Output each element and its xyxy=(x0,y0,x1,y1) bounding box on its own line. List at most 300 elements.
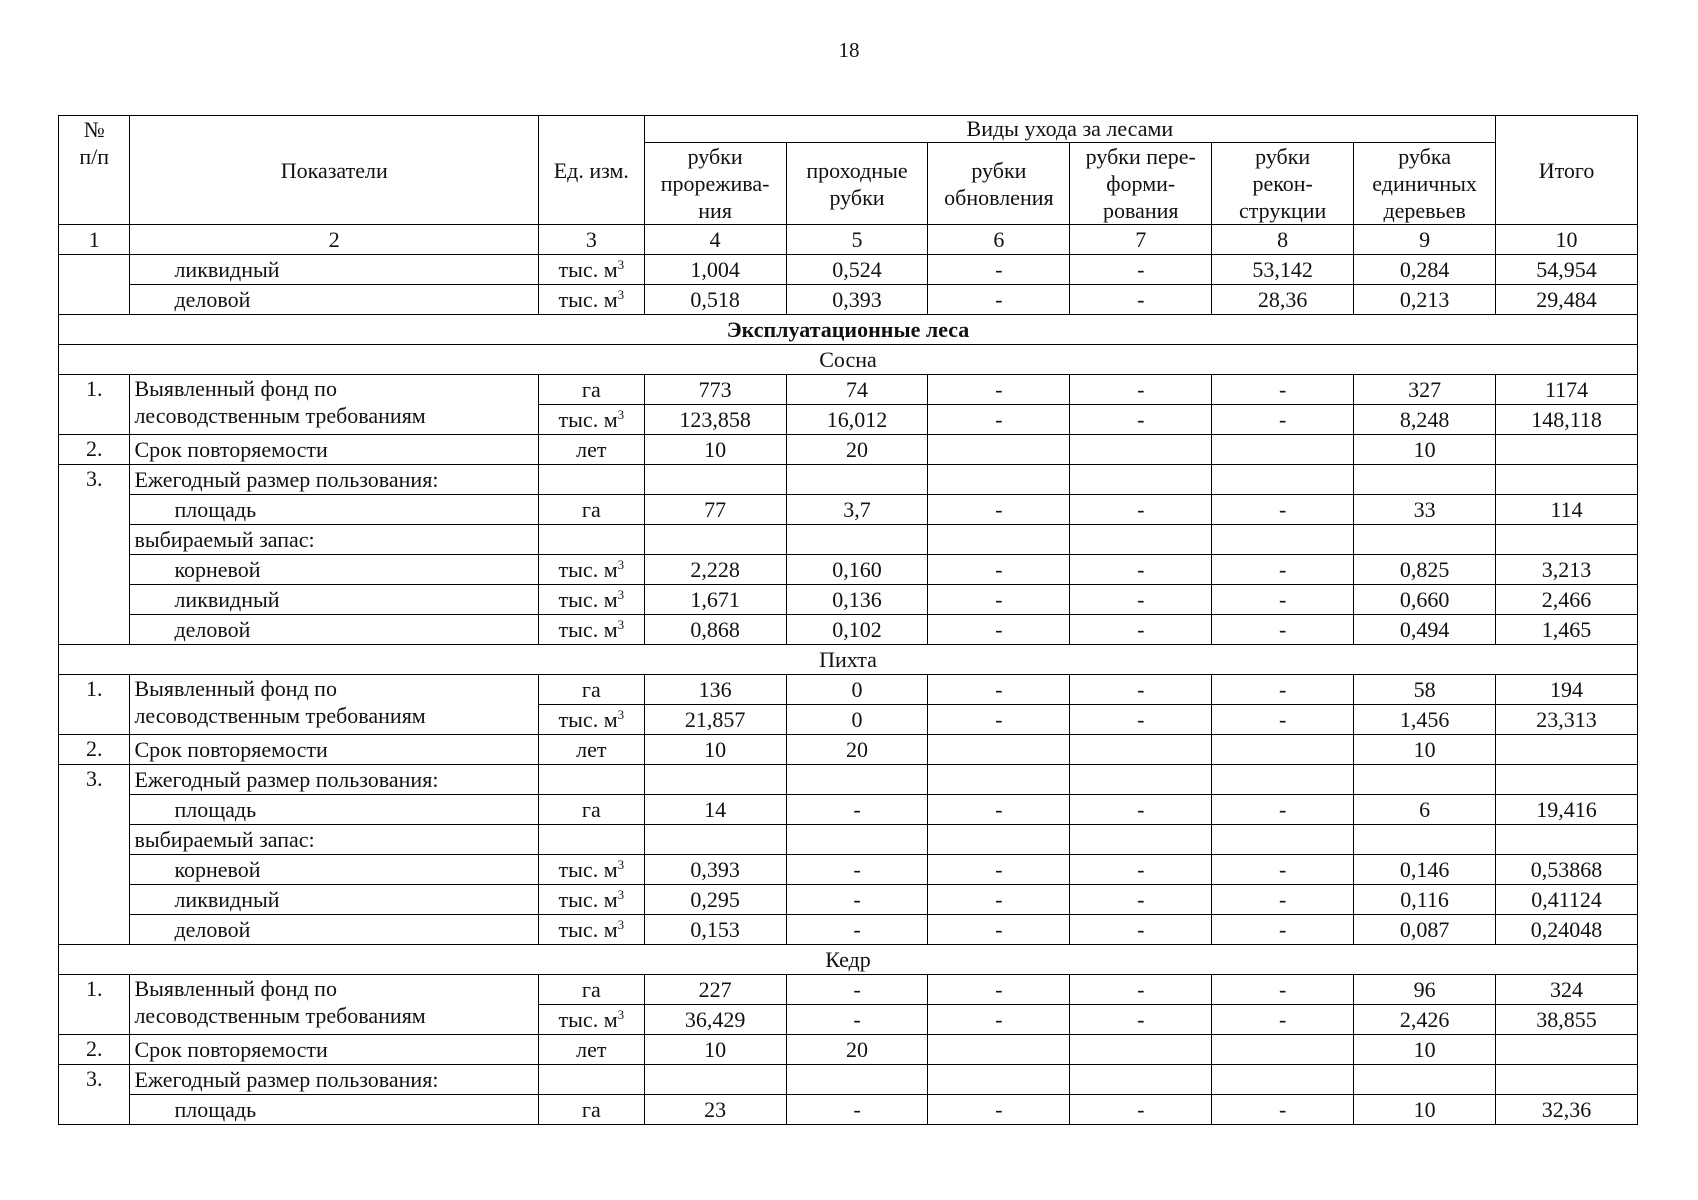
unit-text: тыс. м xyxy=(558,857,618,882)
column-number: 7 xyxy=(1070,225,1212,255)
value-cell: 1,456 xyxy=(1354,705,1496,735)
value-cell: 10 xyxy=(1354,1095,1496,1125)
unit-cell: лет xyxy=(539,1035,645,1065)
table-row xyxy=(59,855,1638,885)
empty-cell xyxy=(644,825,786,855)
value-cell: 36,429 xyxy=(644,1005,786,1035)
unit-superscript: 3 xyxy=(617,257,625,272)
table-row xyxy=(59,825,1638,855)
indicator-line: Выявленный фонд по xyxy=(134,976,337,1001)
value-cell: 58 xyxy=(1354,675,1496,705)
value-cell xyxy=(928,435,1070,465)
value-cell: 0,160 xyxy=(786,555,928,585)
value-cell: 194 xyxy=(1496,675,1638,705)
empty-cell xyxy=(928,525,1070,555)
unit-cell: га xyxy=(539,495,645,525)
species-row xyxy=(59,345,1638,375)
table-row xyxy=(59,495,1638,525)
unit-cell: га xyxy=(539,795,645,825)
empty-cell xyxy=(644,765,786,795)
value-cell: - xyxy=(1070,1005,1212,1035)
empty-cell xyxy=(1354,765,1496,795)
row-number: 1. xyxy=(59,375,130,435)
row-number: 3. xyxy=(59,765,130,945)
indicator-label: Ежегодный размер пользования: xyxy=(130,765,539,795)
value-cell: 6 xyxy=(1354,795,1496,825)
unit-text: тыс. м xyxy=(558,917,618,942)
num-cell xyxy=(59,255,130,315)
column-number: 1 xyxy=(59,225,130,255)
value-cell: 0,284 xyxy=(1354,255,1496,285)
empty-cell xyxy=(928,465,1070,495)
value-cell: 38,855 xyxy=(1496,1005,1638,1035)
value-cell: - xyxy=(928,855,1070,885)
header-col-line: прорежива- xyxy=(660,171,770,196)
header-col-line: рубки пере- xyxy=(1085,144,1196,169)
indicator-label: деловой xyxy=(130,285,539,315)
value-cell: 0,393 xyxy=(644,855,786,885)
empty-cell xyxy=(1496,465,1638,495)
value-cell: 2,466 xyxy=(1496,585,1638,615)
value-cell: - xyxy=(1070,375,1212,405)
value-cell: - xyxy=(1070,255,1212,285)
unit-superscript: 3 xyxy=(617,887,625,902)
unit-text: тыс. м xyxy=(558,557,618,582)
value-cell: - xyxy=(1212,405,1354,435)
indicator-label: выбираемый запас: xyxy=(130,825,539,855)
empty-cell xyxy=(644,1065,786,1095)
header-col-line: ния xyxy=(698,198,732,223)
empty-cell xyxy=(786,465,928,495)
value-cell: - xyxy=(928,405,1070,435)
value-cell: - xyxy=(1212,855,1354,885)
indicator-label: ликвидный xyxy=(130,885,539,915)
value-cell: 0,213 xyxy=(1354,285,1496,315)
table-row xyxy=(59,675,1638,705)
unit-cell xyxy=(539,585,645,615)
unit-cell xyxy=(539,555,645,585)
value-cell: - xyxy=(928,285,1070,315)
row-number: 3. xyxy=(59,1065,130,1125)
value-cell: 10 xyxy=(1354,435,1496,465)
header-col-line: струкции xyxy=(1238,198,1327,223)
section-title: Эксплуатационные леса xyxy=(59,315,1638,345)
empty-cell xyxy=(1354,1065,1496,1095)
value-cell: 20 xyxy=(786,435,928,465)
header-unit: Ед. изм. xyxy=(539,116,645,225)
unit-text: тыс. м xyxy=(558,257,618,282)
value-cell: 14 xyxy=(644,795,786,825)
value-cell: - xyxy=(1212,375,1354,405)
value-cell: 19,416 xyxy=(1496,795,1638,825)
value-cell: 1,465 xyxy=(1496,615,1638,645)
value-cell: - xyxy=(1070,795,1212,825)
value-cell: - xyxy=(928,915,1070,945)
header-col-line: рубки xyxy=(829,184,885,210)
column-number: 5 xyxy=(786,225,928,255)
header-col-line: рования xyxy=(1103,198,1179,223)
header-total: Итого xyxy=(1496,116,1638,225)
indicator-label: Срок повторяемости xyxy=(130,435,539,465)
empty-cell xyxy=(1070,465,1212,495)
table-row xyxy=(59,885,1638,915)
column-number: 10 xyxy=(1496,225,1638,255)
row-number: 1. xyxy=(59,675,130,735)
value-cell: 16,012 xyxy=(786,405,928,435)
indicator-label: площадь xyxy=(130,495,539,525)
indicator-label: деловой xyxy=(130,615,539,645)
page-number: 18 xyxy=(838,38,860,62)
indicator-label: Ежегодный размер пользования: xyxy=(130,1065,539,1095)
value-cell: - xyxy=(1070,555,1212,585)
value-cell: 28,36 xyxy=(1212,285,1354,315)
header-row-1 xyxy=(59,116,1638,143)
value-cell: - xyxy=(786,975,928,1005)
value-cell: 0,295 xyxy=(644,885,786,915)
indicator-label: выбираемый запас: xyxy=(130,525,539,555)
indicator-label: корневой xyxy=(130,855,539,885)
value-cell: - xyxy=(1070,585,1212,615)
header-col-line: рубка xyxy=(1398,144,1451,169)
empty-cell xyxy=(1212,465,1354,495)
value-cell: - xyxy=(786,795,928,825)
value-cell: 148,118 xyxy=(1496,405,1638,435)
value-cell: - xyxy=(786,915,928,945)
value-cell: 0,494 xyxy=(1354,615,1496,645)
empty-cell xyxy=(1212,1065,1354,1095)
unit-cell xyxy=(539,285,645,315)
value-cell: - xyxy=(928,495,1070,525)
value-cell: - xyxy=(928,1005,1070,1035)
value-cell: 29,484 xyxy=(1496,285,1638,315)
value-cell: - xyxy=(928,885,1070,915)
unit-cell xyxy=(539,705,645,735)
value-cell: 54,954 xyxy=(1496,255,1638,285)
indicator-label: деловой xyxy=(130,915,539,945)
empty-cell xyxy=(539,825,645,855)
value-cell: 1,004 xyxy=(644,255,786,285)
value-cell xyxy=(928,735,1070,765)
value-cell: - xyxy=(1070,1095,1212,1125)
value-cell xyxy=(1070,435,1212,465)
column-number: 2 xyxy=(130,225,539,255)
indicator-label xyxy=(130,375,539,435)
empty-cell xyxy=(539,765,645,795)
species-name: Кедр xyxy=(59,945,1638,975)
unit-text: тыс. м xyxy=(558,407,618,432)
unit-cell xyxy=(539,1005,645,1035)
value-cell: - xyxy=(1070,885,1212,915)
value-cell: 2,426 xyxy=(1354,1005,1496,1035)
empty-cell xyxy=(1070,825,1212,855)
value-cell: - xyxy=(1070,705,1212,735)
empty-cell xyxy=(1496,525,1638,555)
unit-text: тыс. м xyxy=(558,617,618,642)
empty-cell xyxy=(786,825,928,855)
empty-cell xyxy=(786,525,928,555)
value-cell: 1174 xyxy=(1496,375,1638,405)
indicator-label: Срок повторяемости xyxy=(130,1035,539,1065)
table-row xyxy=(59,375,1638,405)
value-cell: - xyxy=(1070,855,1212,885)
value-cell: 0,868 xyxy=(644,615,786,645)
header-num-line: п/п xyxy=(79,144,110,169)
indicator-label xyxy=(130,675,539,735)
value-cell: 324 xyxy=(1496,975,1638,1005)
indicator-label: ликвидный xyxy=(130,585,539,615)
indicator-label: площадь xyxy=(130,795,539,825)
table-row xyxy=(59,255,1638,285)
value-cell: - xyxy=(786,1095,928,1125)
empty-cell xyxy=(1212,765,1354,795)
value-cell xyxy=(1070,735,1212,765)
section-row xyxy=(59,315,1638,345)
unit-cell: га xyxy=(539,375,645,405)
empty-cell xyxy=(1354,825,1496,855)
value-cell: 227 xyxy=(644,975,786,1005)
indicator-line: лесоводственным требованиям xyxy=(134,403,426,428)
header-col-line: рекон- xyxy=(1252,171,1313,196)
header-num xyxy=(59,116,130,225)
value-cell: 10 xyxy=(644,735,786,765)
empty-cell xyxy=(928,825,1070,855)
table-row xyxy=(59,285,1638,315)
value-cell: 773 xyxy=(644,375,786,405)
unit-text: тыс. м xyxy=(558,887,618,912)
value-cell: 0,116 xyxy=(1354,885,1496,915)
value-cell: 0,102 xyxy=(786,615,928,645)
header-indicator: Показатели xyxy=(130,116,539,225)
header-col-line: обновления xyxy=(944,184,1054,210)
species-name: Пихта xyxy=(59,645,1638,675)
value-cell xyxy=(1212,735,1354,765)
unit-cell xyxy=(539,615,645,645)
empty-cell xyxy=(1070,765,1212,795)
value-cell: 10 xyxy=(644,1035,786,1065)
value-cell: - xyxy=(1212,1005,1354,1035)
column-number: 9 xyxy=(1354,225,1496,255)
header-col-title xyxy=(1212,143,1354,225)
empty-cell xyxy=(786,1065,928,1095)
value-cell: 74 xyxy=(786,375,928,405)
header-col-line: форми- xyxy=(1106,171,1176,196)
value-cell: 20 xyxy=(786,1035,928,1065)
value-cell: - xyxy=(1212,495,1354,525)
indicator-line: Выявленный фонд по xyxy=(134,676,337,701)
value-cell: - xyxy=(928,555,1070,585)
value-cell: 0,146 xyxy=(1354,855,1496,885)
value-cell: 0,53868 xyxy=(1496,855,1638,885)
unit-cell: га xyxy=(539,1095,645,1125)
value-cell: 96 xyxy=(1354,975,1496,1005)
value-cell: - xyxy=(928,375,1070,405)
column-numbering-row xyxy=(59,225,1638,255)
unit-text: тыс. м xyxy=(558,287,618,312)
value-cell: 10 xyxy=(644,435,786,465)
unit-superscript: 3 xyxy=(617,407,625,422)
empty-cell xyxy=(1212,825,1354,855)
indicator-line: лесоводственным требованиям xyxy=(134,703,426,728)
header-col-title xyxy=(786,143,928,225)
indicator-label: Ежегодный размер пользования: xyxy=(130,465,539,495)
table-row xyxy=(59,615,1638,645)
value-cell xyxy=(928,1035,1070,1065)
forest-care-table xyxy=(58,115,1638,1125)
value-cell: - xyxy=(928,255,1070,285)
value-cell: - xyxy=(1212,585,1354,615)
table-row xyxy=(59,525,1638,555)
indicator-line: Выявленный фонд по xyxy=(134,376,337,401)
value-cell: - xyxy=(928,615,1070,645)
row-number: 3. xyxy=(59,465,130,645)
unit-superscript: 3 xyxy=(617,1007,625,1022)
empty-cell xyxy=(644,525,786,555)
header-col-line: проходные xyxy=(806,157,908,183)
value-cell xyxy=(1070,1035,1212,1065)
value-cell: - xyxy=(1212,795,1354,825)
value-cell: 0,393 xyxy=(786,285,928,315)
value-cell: 3,7 xyxy=(786,495,928,525)
unit-cell xyxy=(539,255,645,285)
header-col-title xyxy=(644,143,786,225)
indicator-label: Срок повторяемости xyxy=(130,735,539,765)
unit-cell xyxy=(539,405,645,435)
value-cell: - xyxy=(786,885,928,915)
header-num-line: № xyxy=(83,117,105,142)
column-number: 4 xyxy=(644,225,786,255)
value-cell: - xyxy=(928,795,1070,825)
value-cell: 2,228 xyxy=(644,555,786,585)
value-cell: - xyxy=(928,705,1070,735)
empty-cell xyxy=(539,465,645,495)
table-row xyxy=(59,465,1638,495)
unit-cell: га xyxy=(539,975,645,1005)
empty-cell xyxy=(786,765,928,795)
unit-superscript: 3 xyxy=(617,587,625,602)
value-cell: 53,142 xyxy=(1212,255,1354,285)
value-cell: 0,518 xyxy=(644,285,786,315)
unit-superscript: 3 xyxy=(617,917,625,932)
table-row xyxy=(59,735,1638,765)
value-cell: - xyxy=(1070,495,1212,525)
value-cell: - xyxy=(1212,975,1354,1005)
column-number: 3 xyxy=(539,225,645,255)
unit-cell xyxy=(539,885,645,915)
value-cell: 10 xyxy=(1354,1035,1496,1065)
value-cell: 0,660 xyxy=(1354,585,1496,615)
value-cell: 327 xyxy=(1354,375,1496,405)
header-col-line: деревьев xyxy=(1383,198,1466,223)
value-cell: 8,248 xyxy=(1354,405,1496,435)
value-cell: - xyxy=(786,1005,928,1035)
header-col-line: рубки xyxy=(687,144,743,169)
species-row xyxy=(59,945,1638,975)
value-cell: 0 xyxy=(786,675,928,705)
value-cell: 10 xyxy=(1354,735,1496,765)
table-row xyxy=(59,1095,1638,1125)
column-number: 6 xyxy=(928,225,1070,255)
value-cell: 0 xyxy=(786,705,928,735)
value-cell: 136 xyxy=(644,675,786,705)
value-cell: 0,41124 xyxy=(1496,885,1638,915)
value-cell xyxy=(1496,435,1638,465)
unit-cell: лет xyxy=(539,735,645,765)
species-name: Сосна xyxy=(59,345,1638,375)
unit-text: тыс. м xyxy=(558,707,618,732)
value-cell: - xyxy=(928,585,1070,615)
value-cell: 3,213 xyxy=(1496,555,1638,585)
row-number: 2. xyxy=(59,435,130,465)
unit-text: тыс. м xyxy=(558,587,618,612)
header-col-line: единичных xyxy=(1372,171,1477,196)
value-cell: 0,153 xyxy=(644,915,786,945)
value-cell: 21,857 xyxy=(644,705,786,735)
header-col-title xyxy=(928,143,1070,225)
empty-cell xyxy=(644,465,786,495)
value-cell: - xyxy=(1212,915,1354,945)
value-cell xyxy=(1496,735,1638,765)
unit-text: тыс. м xyxy=(558,1007,618,1032)
unit-superscript: 3 xyxy=(617,617,625,632)
value-cell: - xyxy=(928,675,1070,705)
indicator-label: корневой xyxy=(130,555,539,585)
table-row xyxy=(59,555,1638,585)
row-number: 1. xyxy=(59,975,130,1035)
table-row xyxy=(59,915,1638,945)
indicator-label: площадь xyxy=(130,1095,539,1125)
value-cell xyxy=(1496,1035,1638,1065)
table-row xyxy=(59,765,1638,795)
value-cell: 20 xyxy=(786,735,928,765)
value-cell: - xyxy=(1070,915,1212,945)
table-row xyxy=(59,585,1638,615)
table-row xyxy=(59,435,1638,465)
header-col-title xyxy=(1354,143,1496,225)
value-cell: - xyxy=(1070,285,1212,315)
value-cell: - xyxy=(1212,615,1354,645)
unit-superscript: 3 xyxy=(617,857,625,872)
value-cell xyxy=(1212,435,1354,465)
value-cell: - xyxy=(928,975,1070,1005)
value-cell: 0,24048 xyxy=(1496,915,1638,945)
empty-cell xyxy=(1354,525,1496,555)
value-cell: 114 xyxy=(1496,495,1638,525)
unit-superscript: 3 xyxy=(617,707,625,722)
empty-cell xyxy=(1070,1065,1212,1095)
value-cell xyxy=(1212,1035,1354,1065)
header-col-title xyxy=(1070,143,1212,225)
header-col-line: рубки xyxy=(1255,144,1311,169)
unit-cell xyxy=(539,915,645,945)
indicator-label: ликвидный xyxy=(130,255,539,285)
value-cell: 33 xyxy=(1354,495,1496,525)
unit-cell: лет xyxy=(539,435,645,465)
empty-cell xyxy=(1496,825,1638,855)
value-cell: - xyxy=(1212,675,1354,705)
empty-cell xyxy=(928,765,1070,795)
indicator-line: лесоводственным требованиям xyxy=(134,1003,426,1028)
table-row xyxy=(59,975,1638,1005)
value-cell: - xyxy=(1070,675,1212,705)
value-cell: 23,313 xyxy=(1496,705,1638,735)
empty-cell xyxy=(539,1065,645,1095)
empty-cell xyxy=(1354,465,1496,495)
value-cell: - xyxy=(1070,405,1212,435)
header-group: Виды ухода за лесами xyxy=(644,116,1495,143)
value-cell: - xyxy=(1070,975,1212,1005)
table-row xyxy=(59,1035,1638,1065)
value-cell: - xyxy=(786,855,928,885)
